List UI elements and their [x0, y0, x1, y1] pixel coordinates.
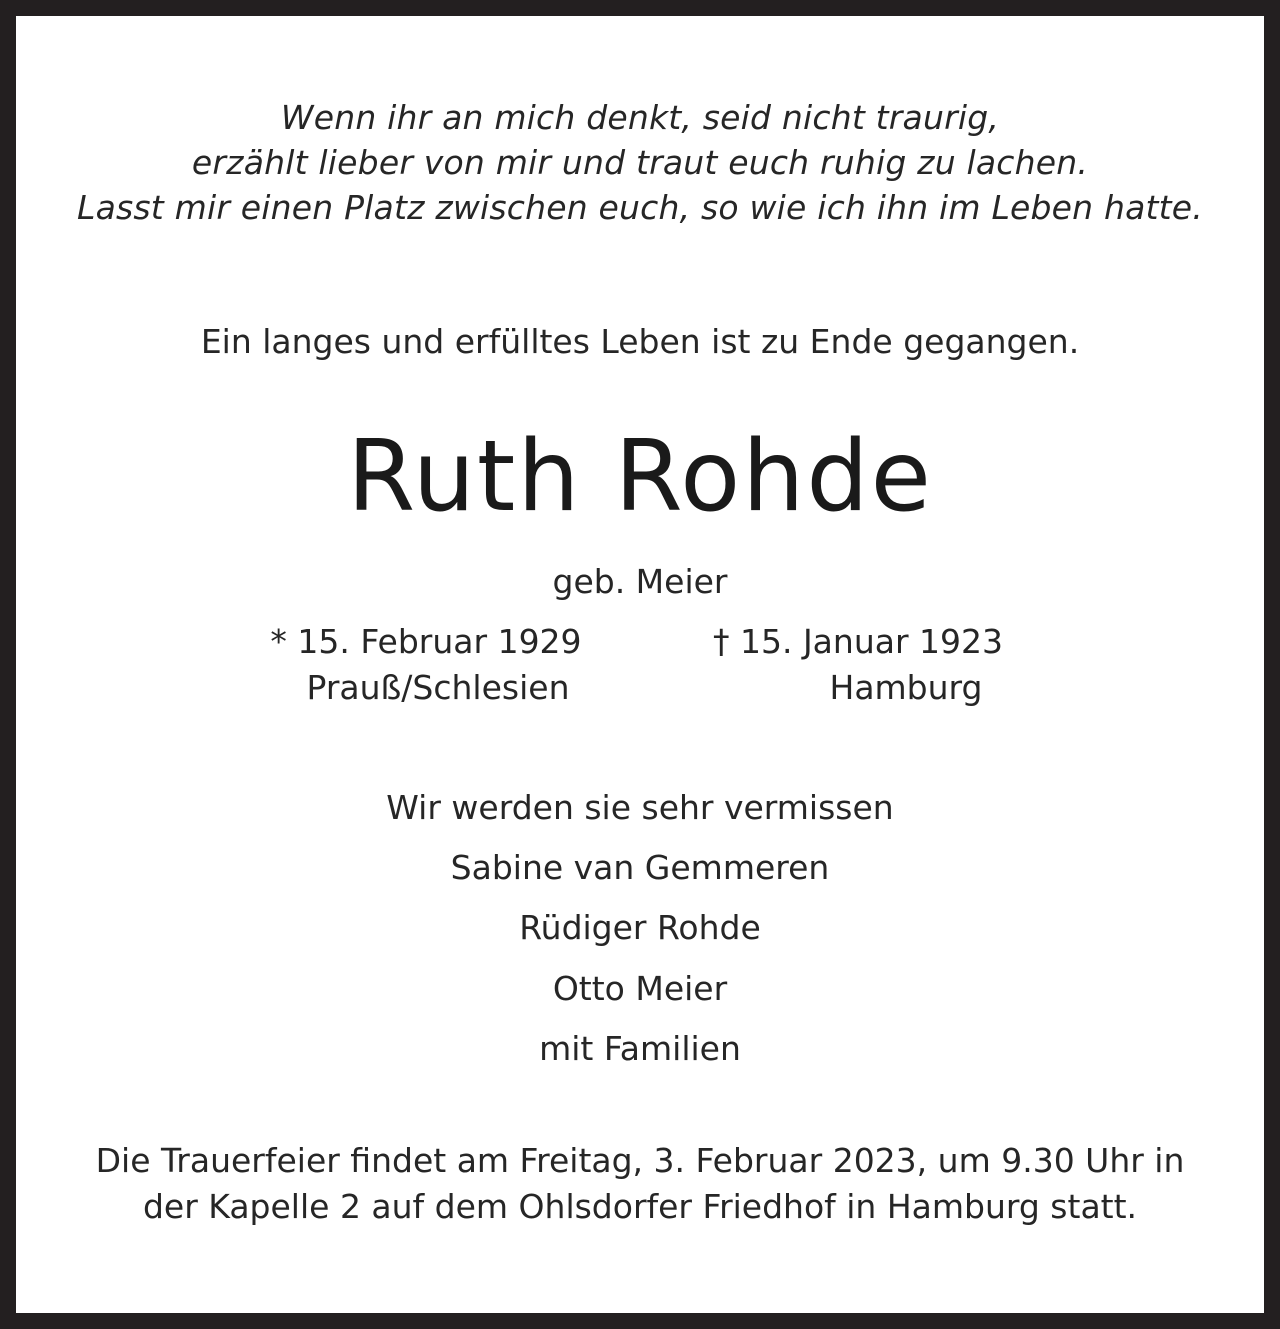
death-date: † 15. Januar 1923 [712, 622, 1003, 661]
birth-place: Prauß/Schlesien [306, 668, 570, 707]
funeral-line-1: Die Trauerfeier findet am Freitag, 3. Februar 2023, um 9.30 Uhr in [95, 1141, 1185, 1180]
mourners-line-3: Rüdiger Rohde [519, 908, 761, 947]
poem-line-3: Lasst mir einen Platz zwischen euch, so wie ich ihn im Leben hatte. [76, 188, 1203, 227]
intro-text: Ein langes und erfülltes Leben ist zu Ende gegangen. [200, 322, 1080, 361]
mourners-line-1: Wir werden sie sehr vermissen [386, 788, 894, 827]
poem-line-2: erzählt lieber von mir und traut euch ruhig zu lachen. [191, 143, 1089, 182]
death-place: Hamburg [829, 668, 983, 707]
mourners-line-5: mit Familien [539, 1029, 741, 1068]
deceased-name: Ruth Rohde [347, 420, 933, 534]
mourners-line-2: Sabine van Gemmeren [450, 848, 830, 887]
maiden-name: geb. Meier [552, 562, 728, 601]
funeral-line-2: der Kapelle 2 auf dem Ohlsdorfer Friedhof in Hamburg statt. [142, 1187, 1138, 1226]
poem-line-1: Wenn ihr an mich denkt, seid nicht traurig, [280, 98, 1000, 137]
mourners-line-4: Otto Meier [552, 969, 728, 1008]
birth-date: * 15. Februar 1929 [270, 622, 582, 661]
